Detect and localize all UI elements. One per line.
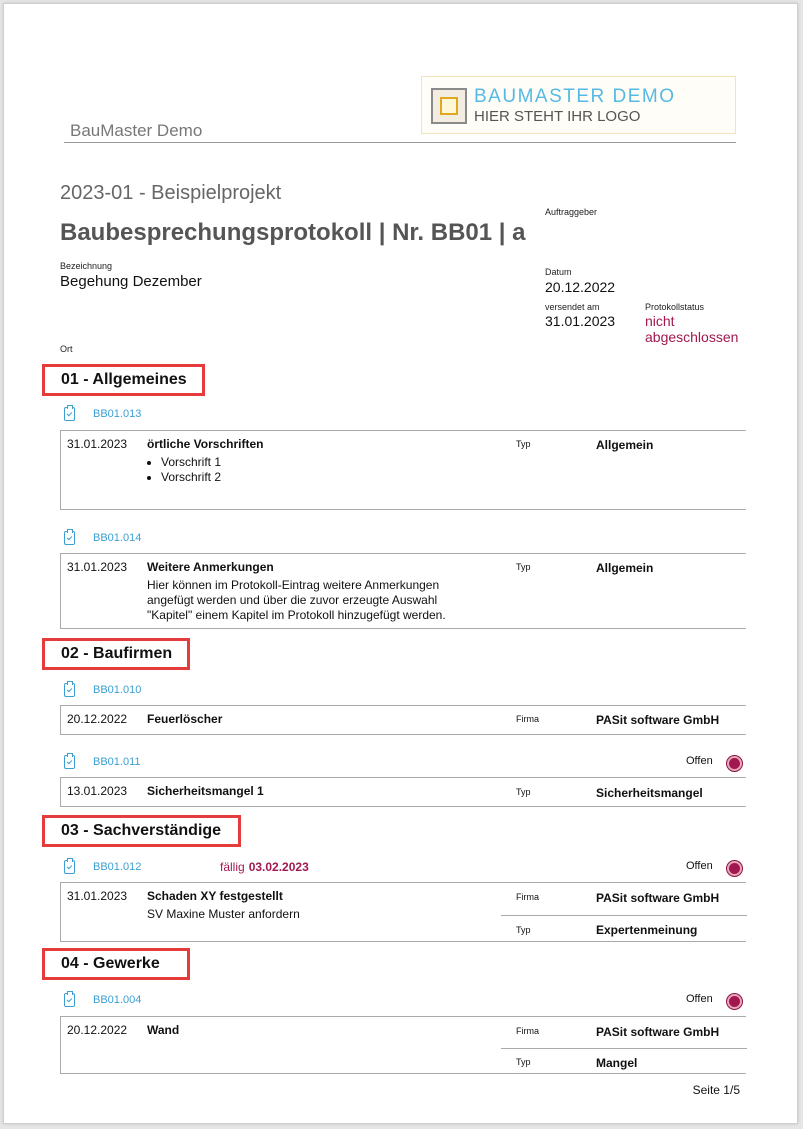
due-date <box>220 860 309 874</box>
entry-body <box>147 455 477 485</box>
protocol-entry <box>60 882 746 942</box>
document-page <box>3 3 798 1124</box>
entry-body <box>147 578 477 623</box>
entry-text-line: SV Maxine Muster anfordern <box>147 907 300 921</box>
header-divider <box>64 142 736 143</box>
section-title: 04 - Gewerke <box>42 948 190 980</box>
clipboard-check-icon[interactable] <box>64 407 75 421</box>
entry-key-value: Allgemein <box>596 438 654 452</box>
due-date-value: 03.02.2023 <box>248 860 309 874</box>
protocol-entry <box>60 705 746 735</box>
entry-key-label: Firma <box>516 714 539 724</box>
entry-header <box>60 858 744 878</box>
entry-date: 13.01.2023 <box>67 784 128 798</box>
entry-text-line: Hier können im Protokoll-Eintrag weitere Anmerkungen <box>147 578 440 592</box>
company-logo <box>421 76 736 134</box>
clipboard-check-icon[interactable] <box>64 860 75 874</box>
versendet-label: versendet am <box>545 302 600 312</box>
versendet-value: 31.01.2023 <box>545 313 616 329</box>
entry-ref-link[interactable]: BB01.011 <box>93 756 141 768</box>
section-title: 03 - Sachverständige <box>42 815 241 847</box>
entry-header <box>60 991 744 1011</box>
bezeichnung-label: Bezeichnung <box>60 261 113 271</box>
entry-title: Schaden XY festgestellt <box>147 889 283 903</box>
protocol-entry <box>60 430 746 510</box>
entry-key-label: Typ <box>516 562 531 572</box>
status-dot-icon <box>727 756 742 771</box>
entry-date: 20.12.2022 <box>67 712 128 726</box>
entry-body <box>147 907 477 922</box>
entry-ref-link[interactable]: BB01.004 <box>93 994 142 1006</box>
entry-header <box>60 681 744 701</box>
entry-text-line: angefügt werden und über die zuvor erzeugte Auswahl <box>147 593 438 607</box>
entry-ref-link[interactable]: BB01.013 <box>93 408 142 420</box>
entry-key-label: Typ <box>516 439 531 449</box>
bezeichnung-value: Begehung Dezember <box>60 273 202 290</box>
auftraggeber-label: Auftraggeber <box>545 207 598 217</box>
list-item: • Vorschrift 2 <box>161 470 477 485</box>
entry-divider <box>501 915 747 916</box>
entry-key-label: Typ <box>516 1057 531 1067</box>
entry-header <box>60 753 744 773</box>
status-dot-icon <box>727 861 742 876</box>
entry-key-label: Typ <box>516 787 531 797</box>
protocol-status <box>645 313 738 345</box>
entry-ref-link[interactable]: BB01.010 <box>93 684 142 696</box>
entry-key-label: Firma <box>516 892 539 902</box>
entry-header <box>60 529 744 549</box>
logo-frame-icon <box>431 88 467 124</box>
entry-date: 20.12.2022 <box>67 1023 128 1037</box>
entry-ref-link[interactable]: BB01.012 <box>93 861 142 873</box>
entry-text-line: "Kapitel" einem Kapitel im Protokoll hinzugefügt werden. <box>147 608 446 622</box>
list-item: • Vorschrift 1 <box>161 455 477 470</box>
due-label: fällig <box>220 860 245 874</box>
logo-text-main: BAUMASTER DEMO <box>474 86 676 107</box>
clipboard-check-icon[interactable] <box>64 755 75 769</box>
entry-key-value: PASit software GmbH <box>596 891 720 905</box>
entry-key-value: Expertenmeinung <box>596 923 698 937</box>
entry-status-text: Offen <box>686 993 713 1005</box>
entry-date: 31.01.2023 <box>67 560 128 574</box>
clipboard-check-icon[interactable] <box>64 683 75 697</box>
section-title: 02 - Baufirmen <box>42 638 190 670</box>
protocol-entry <box>60 553 746 629</box>
entry-date: 31.01.2023 <box>67 889 128 903</box>
entry-status-text: Offen <box>686 755 713 767</box>
company-name: BauMaster Demo <box>70 121 203 140</box>
status-dot-icon <box>727 994 742 1009</box>
entry-title: örtliche Vorschriften <box>147 437 264 451</box>
entry-ref-link[interactable]: BB01.014 <box>93 532 142 544</box>
entry-title: Sicherheitsmangel 1 <box>147 784 264 798</box>
clipboard-check-icon[interactable] <box>64 531 75 545</box>
section-title: 01 - Allgemeines <box>42 364 205 396</box>
entry-title: Feuerlöscher <box>147 712 223 726</box>
entry-title: Wand <box>147 1023 180 1037</box>
status-label: Protokollstatus <box>645 302 705 312</box>
protocol-entry <box>60 777 746 807</box>
ort-label: Ort <box>60 344 73 354</box>
project-name: 2023-01 - Beispielprojekt <box>60 182 282 204</box>
entry-title: Weitere Anmerkungen <box>147 560 274 574</box>
clipboard-check-icon[interactable] <box>64 993 75 1007</box>
entry-status-text: Offen <box>686 860 713 872</box>
entry-key-label: Typ <box>516 925 531 935</box>
status-line-1: nicht <box>645 313 675 329</box>
page-number: Seite 1/5 <box>692 1083 740 1097</box>
datum-label: Datum <box>545 267 572 277</box>
entry-divider <box>501 1048 747 1049</box>
protocol-title: Baubesprechungsprotokoll | Nr. BB01 | a <box>60 219 526 246</box>
status-line-2: abgeschlossen <box>645 329 739 345</box>
protocol-entry <box>60 1016 746 1074</box>
entry-key-value: Allgemein <box>596 561 654 575</box>
entry-key-value: PASit software GmbH <box>596 1025 720 1039</box>
entry-key-label: Firma <box>516 1026 539 1036</box>
logo-text-sub: HIER STEHT IHR LOGO <box>474 108 641 125</box>
entry-key-value: Sicherheitsmangel <box>596 786 703 800</box>
entry-date: 31.01.2023 <box>67 437 128 451</box>
entry-key-value: PASit software GmbH <box>596 713 720 727</box>
datum-value: 20.12.2022 <box>545 279 616 295</box>
entry-header <box>60 405 744 425</box>
entry-key-value: Mangel <box>596 1056 638 1070</box>
